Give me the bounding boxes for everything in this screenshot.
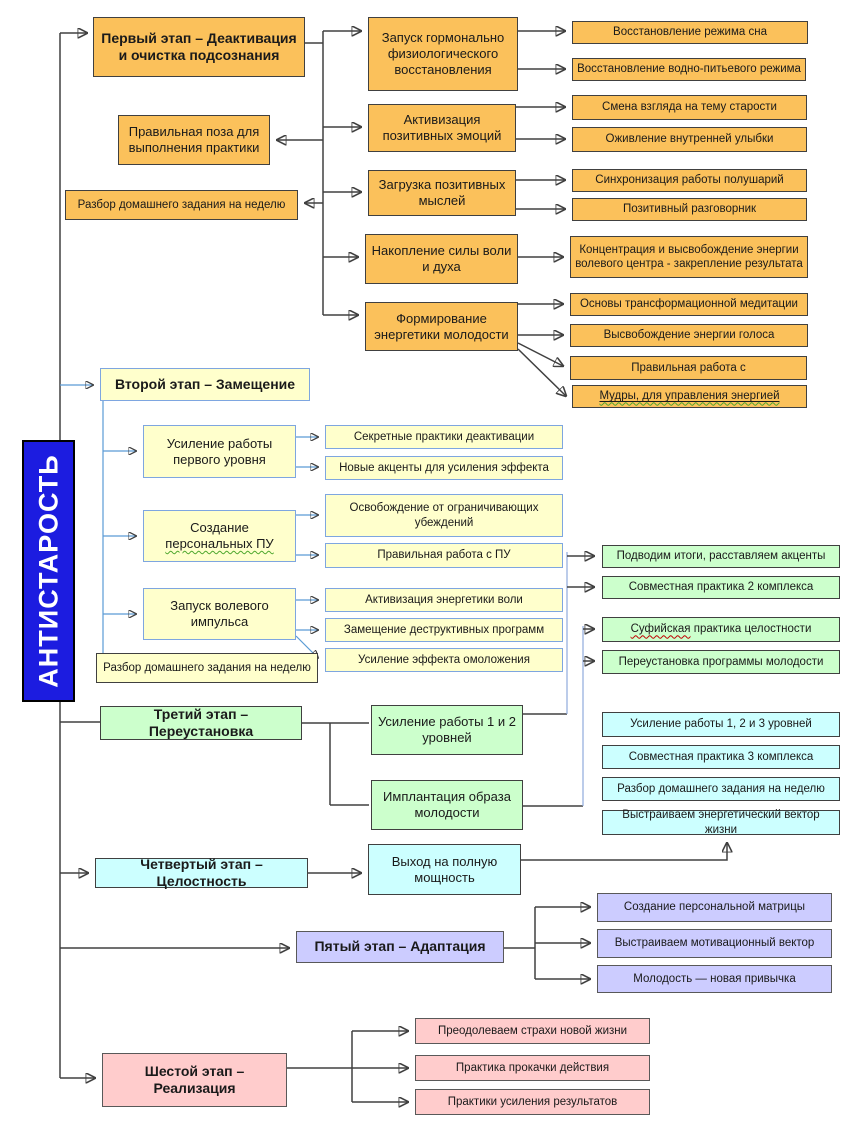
stage2-branch-will-impulse: Запуск волевого импульса (143, 588, 296, 640)
leaf-correct-work: Правильная работа с (570, 356, 807, 380)
leaf-new-accents: Новые акценты для усиления эффекта (325, 456, 563, 480)
stage4-header: Четвертый этап – Целостность (95, 858, 308, 888)
leaf-joint-practice-3: Совместная практика 3 комплекса (602, 745, 840, 769)
leaf-sufi-practice: Суфийская практика целостности (602, 617, 840, 642)
stage1-branch-positive-emotions: Активизация позитивных эмоций (368, 104, 516, 152)
stage2-header: Второй этап – Замещение (100, 368, 310, 401)
program-title-box (22, 440, 75, 702)
leaf-will-energy: Активизация энергетики воли (325, 588, 563, 612)
leaf-pu-work: Правильная работа с ПУ (325, 543, 563, 568)
leaf-will-center-energy: Концентрация и высвобождение энергии волевого центра - закрепление результата (570, 236, 808, 278)
stage1-practice-pose-note: Правильная поза для выполнения практики (118, 115, 270, 165)
leaf-rejuvenation-boost: Усиление эффекта омоложения (325, 648, 563, 672)
leaf-energy-vector: Выстраиваем энергетический вектор жизни (602, 810, 840, 835)
leaf-limiting-beliefs: Освобождение от ограничивающих убеждений (325, 494, 563, 537)
leaf-youth-habit: Молодость — новая привычка (597, 965, 832, 993)
stage1-branch-youth-energy: Формирование энергетики молодости (365, 302, 518, 351)
leaf-levels123-boost: Усиление работы 1, 2 и 3 уровней (602, 712, 840, 737)
stage3-header: Третий этап – Переустановка (100, 706, 302, 740)
stage2-branch-personal-pu: Создание персональных ПУ (143, 510, 296, 562)
leaf-result-boost-practices: Практики усиления результатов (415, 1089, 650, 1115)
stage1-branch-positive-thoughts: Загрузка позитивных мыслей (368, 170, 516, 216)
stage3-branch-youth-image: Имплантация образа молодости (371, 780, 523, 830)
stage2-branch-level1-boost: Усиление работы первого уровня (143, 425, 296, 478)
leaf-secret-deactivation: Секретные практики деактивации (325, 425, 563, 449)
leaf-water-regime: Восстановление водно-питьевого режима (572, 58, 806, 81)
leaf-sleep-regime: Восстановление режима сна (572, 21, 808, 44)
stage6-header: Шестой этап – Реализация (102, 1053, 287, 1107)
leaf-hemisphere-sync: Синхронизация работы полушарий (572, 169, 807, 192)
leaf-voice-energy: Высвобождение энергии голоса (570, 324, 808, 347)
stage5-header: Пятый этап – Адаптация (296, 931, 504, 963)
stage2-homework: Разбор домашнего задания на неделю (96, 653, 318, 683)
stage1-branch-hormonal-recovery: Запуск гормонально физиологического восстановления (368, 17, 518, 91)
leaf-action-practice: Практика прокачки действия (415, 1055, 650, 1081)
leaf-homework-week: Разбор домашнего задания на неделю (602, 777, 840, 801)
leaf-personal-matrix: Создание персональной матрицы (597, 893, 832, 922)
leaf-meditation-basics: Основы трансформационной медитации (570, 293, 808, 316)
leaf-mudras: Мудры, для управления энергией (572, 385, 807, 408)
leaf-motivation-vector: Выстраиваем мотивационный вектор (597, 929, 832, 958)
stage1-homework: Разбор домашнего задания на неделю (65, 190, 298, 220)
leaf-destructive-programs: Замещение деструктивных программ (325, 618, 563, 642)
leaf-new-life-fears: Преодолеваем страхи новой жизни (415, 1018, 650, 1044)
stage3-branch-levels12-boost: Усиление работы 1 и 2 уровней (371, 705, 523, 755)
leaf-joint-practice-2: Совместная практика 2 комплекса (602, 576, 840, 599)
leaf-youth-program-reinstall: Переустановка программы молодости (602, 650, 840, 674)
program-title: АНТИСТАРОСТЬ (33, 454, 63, 688)
leaf-inner-smile: Оживление внутренней улыбки (572, 127, 807, 152)
leaf-view-on-aging: Смена взгляда на тему старости (572, 95, 807, 120)
stage1-header: Первый этап – Деактивация и очистка подсознания (93, 17, 305, 77)
stage1-branch-willpower: Накопление силы воли и духа (365, 234, 518, 284)
leaf-positive-phrasebook: Позитивный разговорник (572, 198, 807, 221)
leaf-summary-accents: Подводим итоги, расставляем акценты (602, 545, 840, 568)
stage4-branch-full-power: Выход на полную мощность (368, 844, 521, 895)
